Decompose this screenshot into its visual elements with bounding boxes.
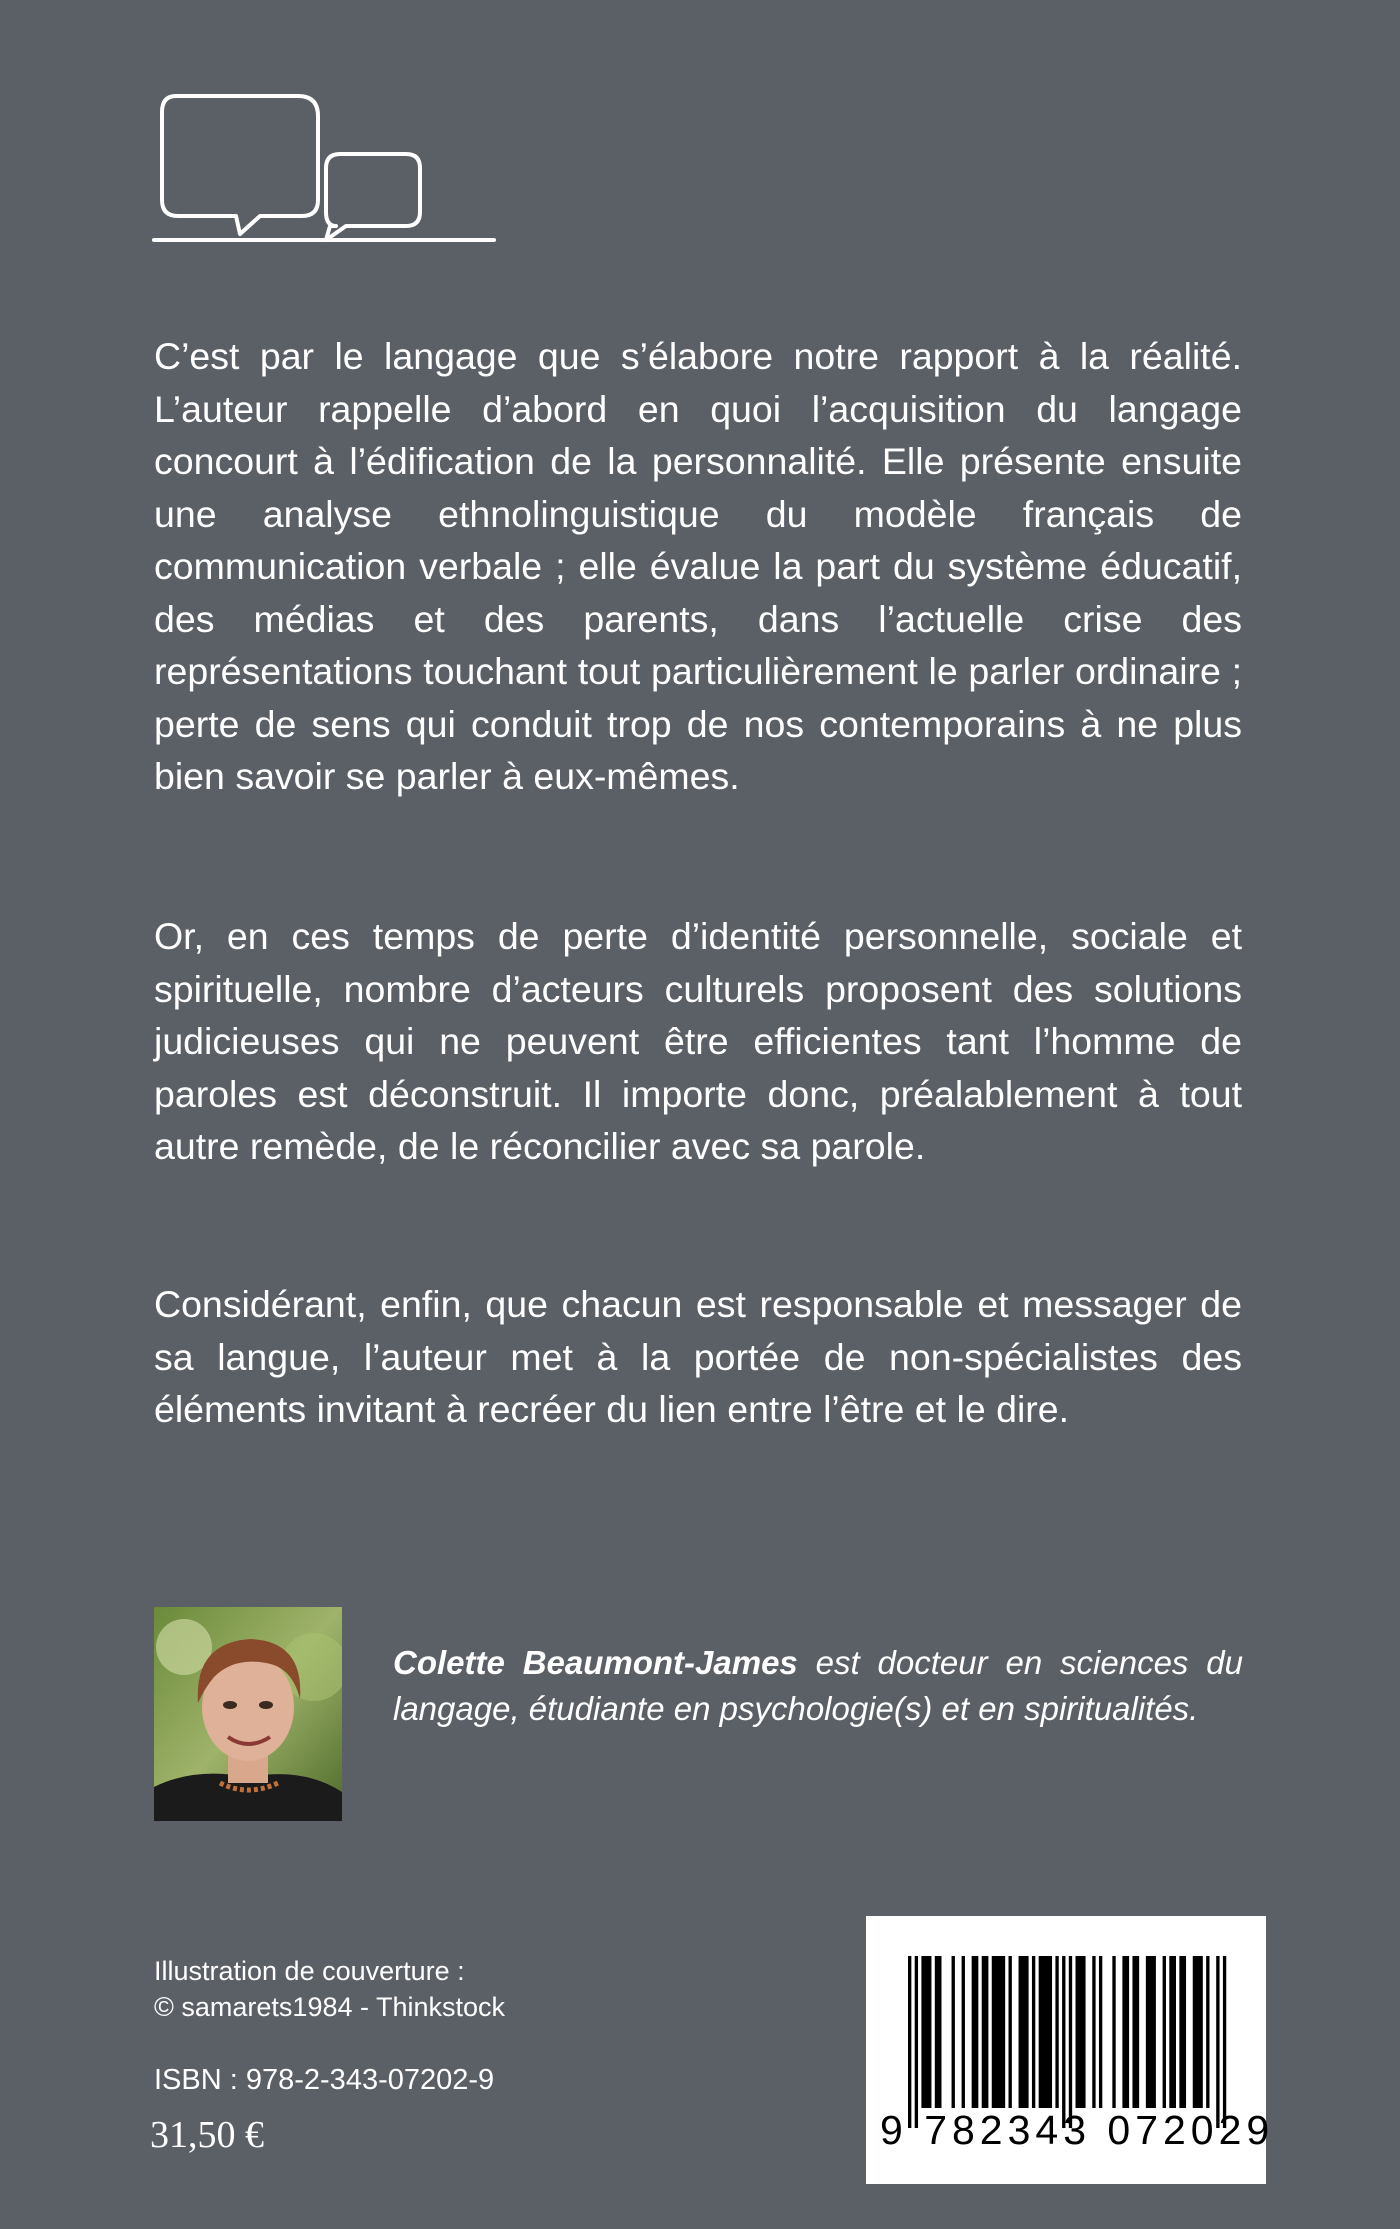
barcode-bar bbox=[1092, 1956, 1095, 2108]
barcode-bar bbox=[908, 1956, 911, 2128]
barcode-bar bbox=[952, 1956, 955, 2108]
barcode-bar bbox=[1146, 1956, 1156, 2108]
barcode-bar bbox=[1163, 1956, 1166, 2108]
barcode-bar bbox=[1032, 1956, 1035, 2108]
barcode-bar bbox=[1179, 1956, 1186, 2108]
barcode-bar bbox=[1169, 1956, 1176, 2108]
barcode-bar bbox=[962, 1956, 965, 2108]
illustration-credits bbox=[154, 1953, 505, 2025]
barcode-bar bbox=[1009, 1956, 1012, 2108]
barcode bbox=[866, 1916, 1275, 2184]
barcode-bar bbox=[1223, 1956, 1226, 2128]
barcode-bar bbox=[1062, 1956, 1065, 2128]
author-photo bbox=[154, 1607, 342, 1821]
barcode-bar bbox=[1076, 1956, 1086, 2108]
credits-line-1: Illustration de couverture : bbox=[154, 1956, 465, 1986]
author-bio-text: est docteur en sciences du langage, étudiante en psychologie(s) et en spiritualités. bbox=[393, 1644, 1243, 1727]
barcode-bar bbox=[992, 1956, 1005, 2108]
barcode-bar bbox=[915, 1956, 918, 2128]
barcode-bar bbox=[1099, 1956, 1102, 2108]
barcode-bar bbox=[1193, 1956, 1203, 2108]
author-bio bbox=[393, 1640, 1243, 1732]
isbn: ISBN : 978-2-343-07202-9 bbox=[154, 2064, 495, 2096]
barcode-bar bbox=[982, 1956, 989, 2108]
author-name: Colette Beaumont-James bbox=[393, 1644, 798, 1681]
blurb-paragraph-2: Or, en ces temps de perte d’identité personnelle, sociale et spirituelle, nombre d’acteurs culturels proposent des solutions judicieuses qui ne peuvent être efficientes tant l’homme de paroles est déconstruit. Il importe donc, préalablement à tout autre remède, de le réconcilier avec sa parole. bbox=[154, 915, 1242, 1167]
price: 31,50 € bbox=[150, 2114, 264, 2156]
barcode-bar bbox=[1069, 1956, 1072, 2128]
barcode-digits: 9 782343 072029 bbox=[880, 2107, 1275, 2153]
barcode-bar bbox=[1039, 1956, 1052, 2108]
barcode-bar bbox=[921, 1956, 931, 2108]
barcode-bar bbox=[1019, 1956, 1029, 2108]
barcode-bar bbox=[1112, 1956, 1115, 2108]
barcode-bar bbox=[972, 1956, 979, 2108]
barcode-bar bbox=[1206, 1956, 1209, 2108]
barcode-bar bbox=[1216, 1956, 1219, 2128]
barcode-bar bbox=[1055, 1956, 1058, 2108]
credits-line-2: © samarets1984 - Thinkstock bbox=[154, 1992, 506, 2022]
barcode-bar bbox=[935, 1956, 942, 2108]
speech-bubbles-icon bbox=[150, 88, 496, 244]
blurb-paragraph-3: Considérant, enfin, que chacun est responsable et messager de sa langue, l’auteur met à la portée de non-spécialistes des éléments invitant à recréer du lien entre l’être et le dire. bbox=[154, 1283, 1242, 1430]
barcode-bar bbox=[1122, 1956, 1129, 2108]
blurb-paragraph-1: C’est par le langage que s’élabore notre rapport à la réalité. L’auteur rappelle d’abord en quoi l’acquisition du langage concourt à l’édification de la personnalité. Elle présente ensuite une analyse ethnolinguistique du modèle français de communication verbale ; elle évalue la part du système éducatif, des médias et des parents, dans l’actuelle crise des représentations touchant tout particulièrement le parler ordinaire ; perte de sens qui conduit trop de nos contemporains à ne plus bien savoir se parler à eux-mêmes. bbox=[154, 335, 1242, 797]
barcode-bar bbox=[1132, 1956, 1139, 2108]
